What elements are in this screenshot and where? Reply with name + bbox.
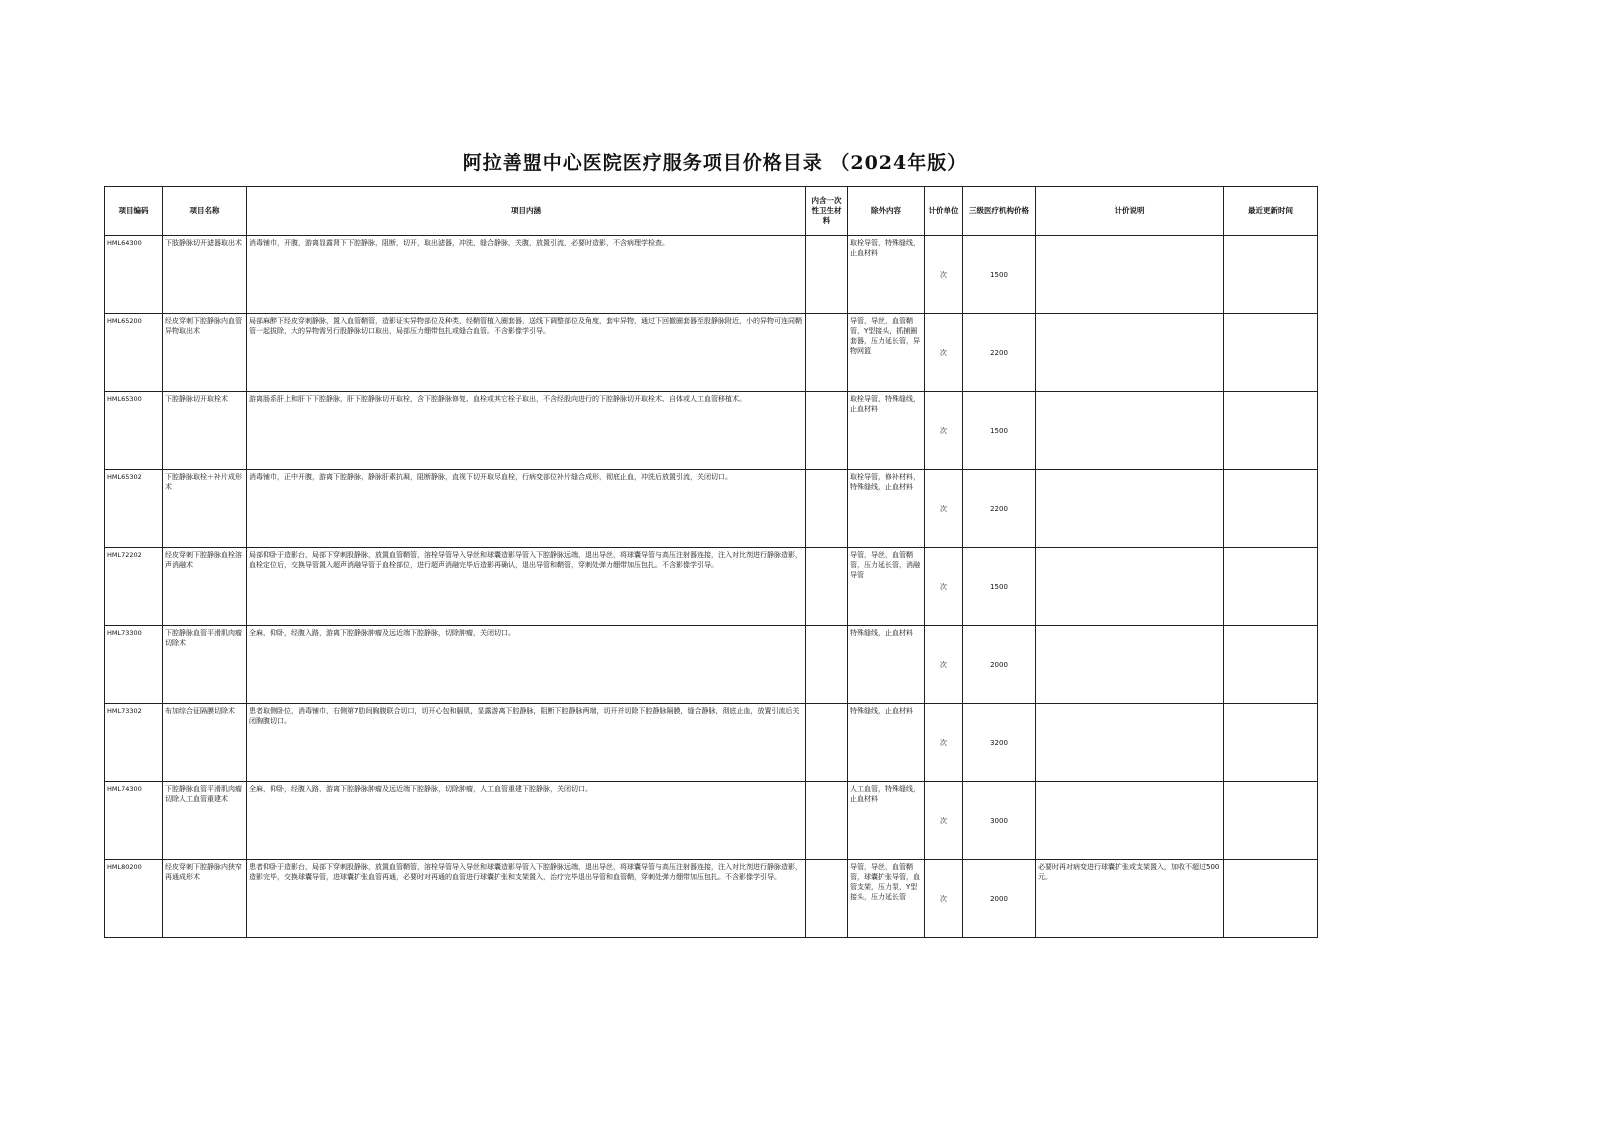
cell-updated <box>1224 392 1318 470</box>
cell-updated <box>1224 470 1318 548</box>
cell-unit: 次 <box>925 626 963 704</box>
cell-price: 2200 <box>963 314 1036 392</box>
cell-updated <box>1224 782 1318 860</box>
price-table <box>104 186 1318 938</box>
cell-name: 经皮穿刺下腔静脉内血管异物取出术 <box>163 314 247 392</box>
header-note: 计价说明 <box>1036 187 1224 236</box>
cell-unit: 次 <box>925 236 963 314</box>
cell-note <box>1036 392 1224 470</box>
cell-material <box>806 860 848 938</box>
cell-price: 3000 <box>963 782 1036 860</box>
cell-excluded: 特殊缝线，止血材料 <box>848 626 925 704</box>
cell-unit: 次 <box>925 392 963 470</box>
header-name: 项目名称 <box>163 187 247 236</box>
header-updated: 最近更新时间 <box>1224 187 1318 236</box>
cell-note <box>1036 704 1224 782</box>
page-title: 阿拉善盟中心医院医疗服务项目价格目录 （2024年版） <box>462 152 968 174</box>
cell-price: 1500 <box>963 548 1036 626</box>
cell-code: HML65300 <box>105 392 163 470</box>
cell-name: 经皮穿刺下腔静脉内狭窄再通成形术 <box>163 860 247 938</box>
cell-note <box>1036 548 1224 626</box>
cell-price: 1500 <box>963 392 1036 470</box>
cell-price: 1500 <box>963 236 1036 314</box>
cell-content: 局部仰卧于造影台，局部下穿刺股静脉，放置血管鞘管，溶栓导管导入导丝和球囊造影导管入下腔静脉远端，退出导丝，将球囊导管与高压注射器连接，注入对比剂进行静脉造影，血栓定位后，交换导管置入超声消融导管于血栓部位，进行超声消融完毕后造影再确认，退出导管和鞘管，穿刺处弹力绷带加压包扎。不含影像学引导。 <box>247 548 806 626</box>
cell-note <box>1036 314 1224 392</box>
cell-note <box>1036 626 1224 704</box>
table-header-row <box>105 187 1318 236</box>
cell-updated <box>1224 626 1318 704</box>
cell-code: HML80200 <box>105 860 163 938</box>
cell-content: 患者仰卧于造影台，局部下穿刺股静脉，放置血管鞘管，溶栓导管导入导丝和球囊造影导管入下腔静脉远端，退出导丝，将球囊导管与高压注射器连接，注入对比剂进行静脉造影，造影完毕，交换球囊导管，进球囊扩张血管再通，必要时对再通的血管进行球囊扩张和支架置入，治疗完毕退出导管和血管鞘，穿刺处弹力绷带加压包扎。不含影像学引导。 <box>247 860 806 938</box>
table-row <box>105 782 1318 860</box>
header-excluded: 除外内容 <box>848 187 925 236</box>
header-code: 项目编码 <box>105 187 163 236</box>
cell-excluded: 特殊缝线，止血材料 <box>848 704 925 782</box>
cell-content: 局部麻醉下经皮穿刺静脉，置入血管鞘管，造影证实异物部位及种类，经鞘管植入圈套器，送线下调整部位及角度，套牢异物，通过下回撤圈套器至股静脉附近，小的异物可连同鞘管一起拔除，大的异物需另行股静脉切口取出，局部压力绷带包扎或缝合血管。不含影像学引导。 <box>247 314 806 392</box>
table-row <box>105 236 1318 314</box>
cell-name: 下腔静脉取栓＋补片成形术 <box>163 470 247 548</box>
cell-price: 3200 <box>963 704 1036 782</box>
cell-unit: 次 <box>925 548 963 626</box>
table-row <box>105 470 1318 548</box>
cell-code: HML65302 <box>105 470 163 548</box>
cell-name: 下腔静脉血管平滑肌肉瘤切除人工血管重建术 <box>163 782 247 860</box>
header-price: 三级医疗机构价格 <box>963 187 1036 236</box>
header-content: 项目内涵 <box>247 187 806 236</box>
cell-material <box>806 548 848 626</box>
cell-note: 必要时再对病变进行球囊扩张或支架置入，加收不超过500元。 <box>1036 860 1224 938</box>
table-row <box>105 860 1318 938</box>
cell-excluded: 导管，导丝，血管鞘管，球囊扩张导管，血管支架，压力泵，Y型接头，压力延长管 <box>848 860 925 938</box>
cell-updated <box>1224 860 1318 938</box>
cell-name: 下腔静脉血管平滑肌肉瘤切除术 <box>163 626 247 704</box>
cell-material <box>806 626 848 704</box>
cell-unit: 次 <box>925 314 963 392</box>
cell-excluded: 导管，导丝，血管鞘管，Y型接头，抓捕圈套器，压力延长管，异物网篮 <box>848 314 925 392</box>
cell-name: 布加综合征隔膜切除术 <box>163 704 247 782</box>
cell-content: 消毒铺巾，正中开腹，游离下腔静脉，静脉肝素抗凝，阻断静脉，直视下切开取尽血栓，行病变部位补片缝合成形，彻底止血，冲洗后放置引流，关闭切口。 <box>247 470 806 548</box>
cell-content: 消毒铺巾，开腹，游离显露肾下下腔静脉，阻断，切开，取出滤器，冲洗，缝合静脉，关腹，放置引流，必要时造影，不含病理学检查。 <box>247 236 806 314</box>
cell-name: 下肢静脉切开滤器取出术 <box>163 236 247 314</box>
table-row <box>105 626 1318 704</box>
cell-material <box>806 392 848 470</box>
cell-content: 患者取侧卧位，消毒铺巾，右侧第7肋间胸腹联合切口，切开心包和膈肌，显露游离下腔静脉，阻断下腔静脉两端，切开并切除下腔静脉隔膜，缝合静脉，彻底止血，放置引流后关闭胸腹切口。 <box>247 704 806 782</box>
cell-updated <box>1224 548 1318 626</box>
cell-material <box>806 470 848 548</box>
cell-price: 2200 <box>963 470 1036 548</box>
cell-excluded: 取栓导管，特殊缝线，止血材料 <box>848 392 925 470</box>
cell-unit: 次 <box>925 470 963 548</box>
cell-code: HML65200 <box>105 314 163 392</box>
cell-note <box>1036 782 1224 860</box>
cell-price: 2000 <box>963 626 1036 704</box>
cell-excluded: 人工血管，特殊缝线，止血材料 <box>848 782 925 860</box>
cell-excluded: 取栓导管，特殊缝线，止血材料 <box>848 236 925 314</box>
cell-name: 经皮穿刺下腔静脉血栓溶声消融术 <box>163 548 247 626</box>
cell-code: HML72202 <box>105 548 163 626</box>
cell-name: 下腔静脉切开取栓术 <box>163 392 247 470</box>
cell-excluded: 导管，导丝，血管鞘管，压力延长管，消融导管 <box>848 548 925 626</box>
cell-excluded: 取栓导管，修补材料，特殊缝线，止血材料 <box>848 470 925 548</box>
cell-updated <box>1224 704 1318 782</box>
cell-updated <box>1224 236 1318 314</box>
cell-content: 游离肠系肝上和肝下下腔静脉，肝下腔静脉切开取栓，含下腔静脉修复、血栓或其它栓子取出，不含经股向进行的下腔静脉切开取栓术、自体或人工血管移植术。 <box>247 392 806 470</box>
cell-unit: 次 <box>925 860 963 938</box>
cell-code: HML74300 <box>105 782 163 860</box>
table-row <box>105 548 1318 626</box>
table-row <box>105 392 1318 470</box>
cell-unit: 次 <box>925 704 963 782</box>
table-row <box>105 314 1318 392</box>
header-material: 内含一次性卫生材料 <box>806 187 848 236</box>
cell-updated <box>1224 314 1318 392</box>
table-row <box>105 704 1318 782</box>
cell-content: 全麻，仰卧，经腹入路，游离下腔静脉肿瘤及远近端下腔静脉，切除肿瘤，人工血管重建下腔静脉，关闭切口。 <box>247 782 806 860</box>
cell-code: HML64300 <box>105 236 163 314</box>
cell-material <box>806 314 848 392</box>
cell-content: 全麻，仰卧，经腹入路，游离下腔静脉肿瘤及远近端下腔静脉，切除肿瘤，关闭切口。 <box>247 626 806 704</box>
cell-material <box>806 236 848 314</box>
cell-code: HML73302 <box>105 704 163 782</box>
cell-note <box>1036 236 1224 314</box>
header-unit: 计价单位 <box>925 187 963 236</box>
cell-note <box>1036 470 1224 548</box>
cell-material <box>806 782 848 860</box>
cell-price: 2000 <box>963 860 1036 938</box>
cell-material <box>806 704 848 782</box>
cell-code: HML73300 <box>105 626 163 704</box>
cell-unit: 次 <box>925 782 963 860</box>
